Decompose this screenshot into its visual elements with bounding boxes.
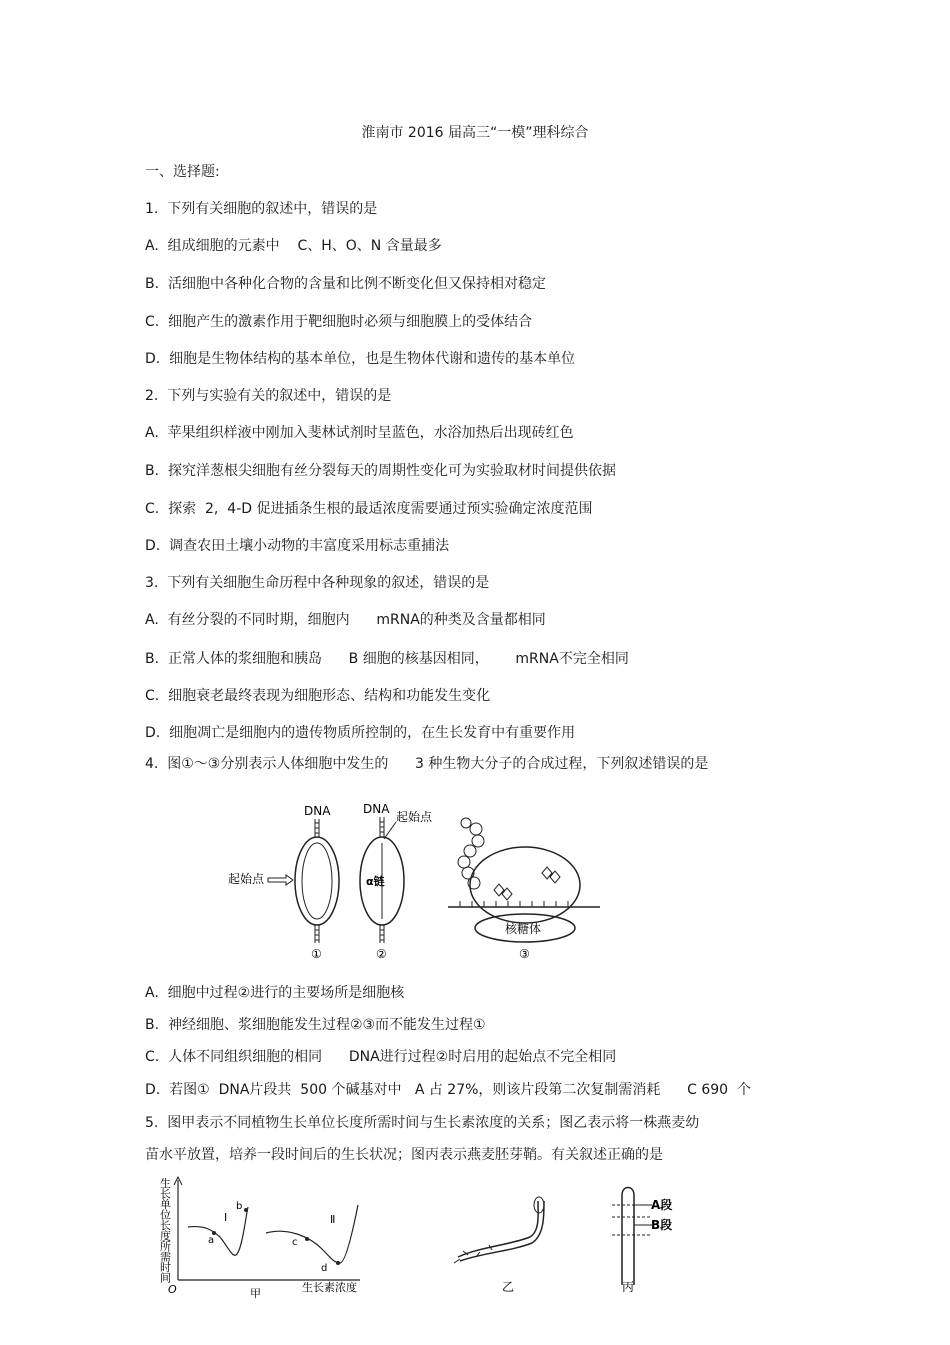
option-4c: C. 人体不同组织细胞的相同 DNA进行过程②时启用的起始点不完全相同 — [145, 1049, 617, 1065]
panel-number-1: ① — [311, 947, 322, 961]
figure-jia-label: 甲 — [250, 1287, 261, 1300]
seedling-yi — [454, 1197, 544, 1294]
ribosome-label: 核糖体 — [505, 922, 542, 936]
question-1: 1. 下列有关细胞的叙述中，错误的是 — [145, 201, 378, 217]
x-axis-label: 生长素浓度 — [302, 1281, 357, 1294]
dna-label-2: DNA — [363, 802, 390, 816]
option-2a: A. 苹果组织样液中刚加入斐林试剂时呈蓝色，水浴加热后出现砖红色 — [145, 425, 574, 441]
y-axis-label-char: 长 — [160, 1187, 171, 1201]
option-3c: C. 细胞衰老最终表现为细胞形态、结构和功能发生变化 — [145, 688, 491, 704]
segment-b-label: B段 — [651, 1218, 673, 1232]
figure-5 — [150, 1175, 710, 1305]
option-4b: B. 神经细胞、浆细胞能发生过程②③而不能发生过程① — [145, 1017, 486, 1033]
y-axis-label-char: 所 — [160, 1240, 171, 1253]
y-axis-label-char: 时 — [160, 1261, 171, 1274]
y-axis-label-char: 需 — [160, 1250, 171, 1264]
y-axis-label — [160, 1176, 171, 1285]
coleoptile-bing — [612, 1188, 672, 1295]
question-4: 4. 图①～③分别表示人体细胞中发生的 3 种生物大分子的合成过程，下列叙述错误的是 — [145, 756, 709, 772]
page-title: 淮南市 2016 届高三“一模”理科综合 — [361, 125, 589, 141]
option-3a: A. 有丝分裂的不同时期，细胞内 mRNA的种类及含量都相同 — [145, 612, 546, 628]
y-axis-label-char: 间 — [160, 1271, 171, 1285]
y-axis-label-char: 生 — [160, 1177, 171, 1190]
translation-diagram — [448, 818, 600, 961]
transcription-diagram — [360, 802, 433, 961]
y-axis-label-char: 位 — [160, 1208, 171, 1222]
figure-4 — [220, 795, 610, 965]
y-axis-label-char: 长 — [160, 1219, 171, 1232]
option-4a: A. 细胞中过程②进行的主要场所是细胞核 — [145, 985, 405, 1001]
curve-2-label: Ⅱ — [330, 1213, 336, 1226]
dna-replication-diagram — [228, 804, 339, 961]
option-1d: D. 细胞是生物体结构的基本单位，也是生物体代谢和遗传的基本单位 — [145, 351, 576, 367]
option-2b: B. 探究洋葱根尖细胞有丝分裂每天的周期性变化可为实验取材时间提供依据 — [145, 463, 616, 479]
origin-label-top: 起始点 — [396, 810, 433, 824]
option-4d: D. 若图① DNA片段共 500 个碱基对中 A 占 27%，则该片段第二次复制需消耗 C 690 个 — [145, 1082, 751, 1098]
option-1b: B. 活细胞中各种化合物的含量和比例不断变化但又保持相对稳定 — [145, 276, 546, 292]
panel-number-3: ③ — [519, 947, 530, 961]
curve-1-label: Ⅰ — [224, 1211, 228, 1224]
figure-bing-label: 丙 — [622, 1280, 635, 1294]
question-5-cont: 苗水平放置，培养一段时间后的生长状况；图丙表示燕麦胚芽鞘。有关叙述正确的是 — [145, 1147, 663, 1163]
point-b-label: b — [236, 1201, 243, 1212]
option-2d: D. 调查农田土壤小动物的丰富度采用标志重捕法 — [145, 538, 450, 554]
segment-a-label: A段 — [651, 1198, 673, 1212]
section-heading: 一、选择题: — [145, 164, 220, 180]
question-2: 2. 下列与实验有关的叙述中，错误的是 — [145, 388, 392, 404]
origin-label-left: 起始点 — [228, 872, 265, 886]
alpha-chain-label: α链 — [366, 875, 385, 888]
option-1a: A. 组成细胞的元素中 C、H、O、N 含量最多 — [145, 238, 442, 254]
y-axis-label-char: 度 — [160, 1229, 171, 1243]
origin-label: O — [168, 1283, 177, 1296]
y-axis-label-char: 单 — [160, 1198, 171, 1211]
question-5: 5. 图甲表示不同植物生长单位长度所需时间与生长素浓度的关系；图乙表示将一株燕麦幼 — [145, 1115, 700, 1131]
option-3b: B. 正常人体的浆细胞和胰岛 B 细胞的核基因相同， mRNA不完全相同 — [145, 651, 629, 667]
point-c-label: c — [292, 1237, 298, 1248]
option-2c: C. 探索 2, 4-D 促进插条生根的最适浓度需要通过预实验确定浓度范围 — [145, 501, 593, 517]
panel-number-2: ② — [376, 947, 387, 961]
figure-yi-label: 乙 — [502, 1280, 515, 1294]
option-1c: C. 细胞产生的激素作用于靶细胞时必须与细胞膜上的受体结合 — [145, 314, 533, 330]
graph-jia — [160, 1176, 360, 1300]
option-3d: D. 细胞凋亡是细胞内的遗传物质所控制的，在生长发育中有重要作用 — [145, 725, 576, 741]
point-a-label: a — [208, 1235, 215, 1246]
dna-label-1: DNA — [304, 804, 331, 818]
point-d-label: d — [321, 1263, 328, 1274]
question-3: 3. 下列有关细胞生命历程中各种现象的叙述，错误的是 — [145, 575, 490, 591]
